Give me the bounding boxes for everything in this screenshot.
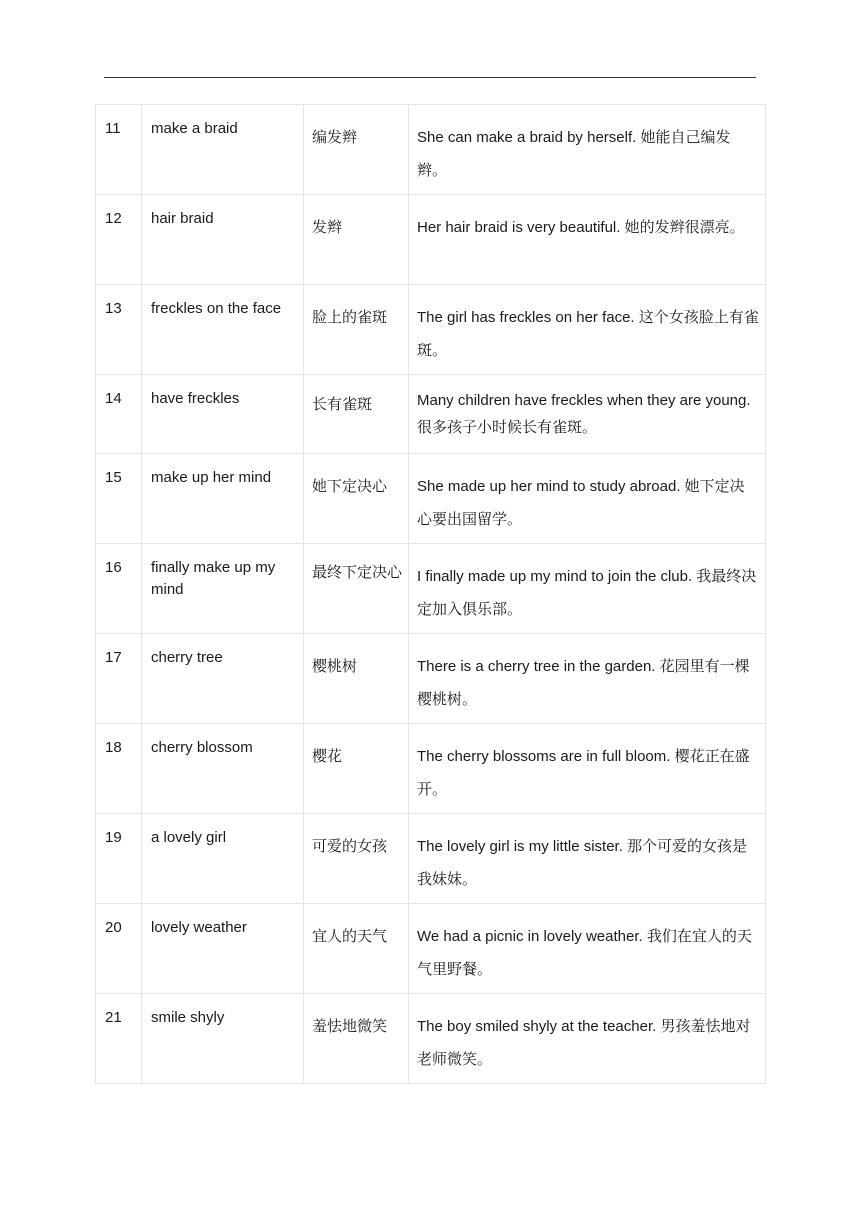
chinese-meaning: 她下定决心 [304,454,409,544]
row-number: 14 [96,375,142,454]
example-sentence: She made up her mind to study abroad. 她下定决心要出国留学。 [409,454,766,544]
chinese-meaning: 樱桃树 [304,634,409,724]
row-number: 21 [96,994,142,1084]
english-phrase: freckles on the face [142,285,304,375]
example-sentence: We had a picnic in lovely weather. 我们在宜人的天气里野餐。 [409,904,766,994]
table-row [96,634,766,724]
example-sentence: The cherry blossoms are in full bloom. 樱花正在盛开。 [409,724,766,814]
english-phrase: make up her mind [142,454,304,544]
row-number: 13 [96,285,142,375]
english-phrase: cherry blossom [142,724,304,814]
example-sentence: The girl has freckles on her face. 这个女孩脸上有雀斑。 [409,285,766,375]
english-phrase: hair braid [142,195,304,285]
table-row [96,544,766,634]
chinese-meaning: 樱花 [304,724,409,814]
chinese-meaning: 羞怯地微笑 [304,994,409,1084]
table-row [96,994,766,1084]
english-phrase: smile shyly [142,994,304,1084]
row-number: 15 [96,454,142,544]
table-row [96,814,766,904]
table-row [96,285,766,375]
example-sentence: Her hair braid is very beautiful. 她的发辫很漂亮。 [409,195,766,285]
table-row [96,454,766,544]
row-number: 18 [96,724,142,814]
table-row [96,105,766,195]
example-sentence: The lovely girl is my little sister. 那个可爱的女孩是我妹妹。 [409,814,766,904]
english-phrase: have freckles [142,375,304,454]
chinese-meaning: 最终下定决心 [304,544,409,634]
example-sentence: Many children have freckles when they are young. 很多孩子小时候长有雀斑。 [409,375,766,454]
example-sentence: She can make a braid by herself. 她能自己编发辫。 [409,105,766,195]
header-rule [104,77,756,78]
chinese-meaning: 可爱的女孩 [304,814,409,904]
english-phrase: a lovely girl [142,814,304,904]
row-number: 20 [96,904,142,994]
example-sentence: There is a cherry tree in the garden. 花园里有一棵樱桃树。 [409,634,766,724]
table-row [96,724,766,814]
english-phrase: make a braid [142,105,304,195]
english-phrase: finally make up my mind [142,544,304,634]
row-number: 11 [96,105,142,195]
chinese-meaning: 脸上的雀斑 [304,285,409,375]
example-sentence: I finally made up my mind to join the club. 我最终决定加入俱乐部。 [409,544,766,634]
vocabulary-table [95,104,766,1084]
row-number: 12 [96,195,142,285]
chinese-meaning: 长有雀斑 [304,375,409,454]
chinese-meaning: 宜人的天气 [304,904,409,994]
row-number: 16 [96,544,142,634]
english-phrase: cherry tree [142,634,304,724]
row-number: 17 [96,634,142,724]
table-row [96,904,766,994]
table-row [96,375,766,454]
english-phrase: lovely weather [142,904,304,994]
example-sentence: The boy smiled shyly at the teacher. 男孩羞怯地对老师微笑。 [409,994,766,1084]
row-number: 19 [96,814,142,904]
table-row [96,195,766,285]
chinese-meaning: 发辫 [304,195,409,285]
chinese-meaning: 编发辫 [304,105,409,195]
